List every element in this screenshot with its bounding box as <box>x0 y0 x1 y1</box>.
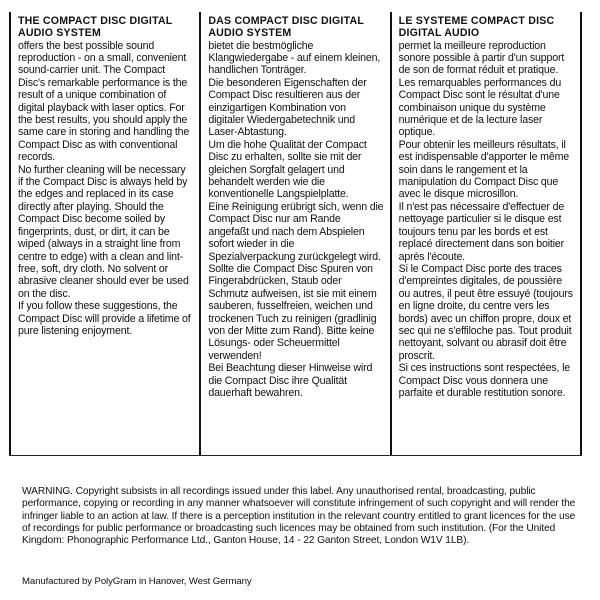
french-paragraph: Pour obtenir les meilleurs résultats, il est indispensable d'apporter le même soin dans le rangement et la manipulation du Compact Disc que avec le disque microsillon. <box>398 138 569 201</box>
copyright-warning: WARNING. Copyright subsists in all recordings issued under this label. Any unauthorised rental, broadcasting, public performance, copying or recording in any manner whatsoever will constitute infringement of such copyright and will render the infringer liable to an action at law. If there is a perception institution in the relevant country entitled to grant licences for the use of recordings for public performance or broadcasting such licences may be obtained from such institution. (For the United Kingdom: Phonographic Performance Ltd., Ganton House, 14 - 22 Ganton Street, London W1V 1LB). <box>22 486 576 546</box>
english-paragraph: offers the best possible sound reproduction - on a small, convenient sound-carrier unit. The Compact Disc's remarkable performance is the result of a unique combination of digital playback with laser optics. For the best results, you should apply the same care in storing and handling the Compact Disc as with conventional records. <box>18 39 190 164</box>
french-column <box>390 12 582 455</box>
german-column <box>199 12 389 455</box>
english-paragraph: If you follow these suggestions, the Compact Disc will provide a lifetime of pure listening enjoyment. <box>18 300 191 337</box>
french-paragraph: Si ces instructions sont respectées, le Compact Disc vous donnera une parfaite et durable restitution sonore. <box>398 362 571 399</box>
german-paragraph: Eine Reinigung erübrigt sich, wenn die Compact Disc nur am Rande angefaßt und nach dem Abspielen sofort wieder in die Spezialverpackung zurückgelegt wird. <box>208 200 384 263</box>
english-heading: THE COMPACT DISC DIGITAL AUDIO SYSTEM <box>18 15 173 39</box>
english-paragraph: No further cleaning will be necessary if the Compact Disc is always held by the edges and replaced in its case directly after playing. Should the Compact Disc become soiled by fingerprints, dust, or dirt, it can be wiped (always in a straight line from centre to edge) with a clean and lint-free, soft, dry cloth. No solvent or abrasive cleaner should ever be used on the disc. <box>18 163 189 300</box>
french-paragraph: Il n'est pas nécessaire d'effectuer de nettoyage particulier si le disque est toujours tenu par les bords et est replacé directement dans son boitier après l'écoute. <box>398 200 565 263</box>
french-heading: LE SYSTEME COMPACT DISC DIGITAL AUDIO <box>398 15 555 39</box>
german-heading: DAS COMPACT DISC DIGITAL AUDIO SYSTEM <box>208 15 364 39</box>
german-paragraph: Um die hohe Qualität der Compact Disc zu erhalten, sollte sie mit der gleichen Sorgfalt gelagert und behandelt werden wie die konventionelle Langspielplatte. <box>208 138 367 201</box>
german-paragraph: bietet die bestmögliche Klangwiedergabe - auf einem kleinen, handlichen Tonträger. <box>208 39 381 77</box>
german-paragraph: Bei Beachtung dieser Hinweise wird die Compact Disc ihre Qualität dauerhaft bewahren. <box>208 362 373 399</box>
french-paragraph: Si le Compact Disc porte des traces d'empreintes digitales, de poussière ou autres, il peut être essuyé (toujours en ligne droite, du centre vers les bords) avec un chiffon propre, doux et sec qui ne s'effiloche pas. Tout produit nettoyant, solvant ou abrasif doit être proscrit. <box>398 262 573 362</box>
french-paragraph: permet la meilleure reproduction sonore possible à partir d'un support de son de format réduit et pratique. <box>398 39 565 77</box>
english-column <box>9 12 199 455</box>
german-paragraph: Die besonderen Eigenschaften der Compact Disc resultieren aus der einzigartigen Kombination von digitaler Wiedergabetechnik und Laser-Abtastung. <box>208 76 367 139</box>
manufacturer-note: Manufactured by PolyGram in Hanover, West Germany <box>22 576 252 587</box>
german-paragraph: Sollte die Compact Disc Spuren von Fingerabdrücken, Staub oder Schmutz aufweisen, ist sie mit einem sauberen, fusselfreien, weichen und trockenen Tuch zu reinigen (gradlinig von der Mitte zum Rand). Bitte keine Lösungs- oder Scheuermittel verwenden! <box>208 262 377 362</box>
instruction-columns <box>9 12 582 456</box>
french-paragraph: Les remarquables performances du Compact Disc sont le résultat d'une combinaison unique du système numérique et de la lecture laser optique. <box>398 76 562 139</box>
